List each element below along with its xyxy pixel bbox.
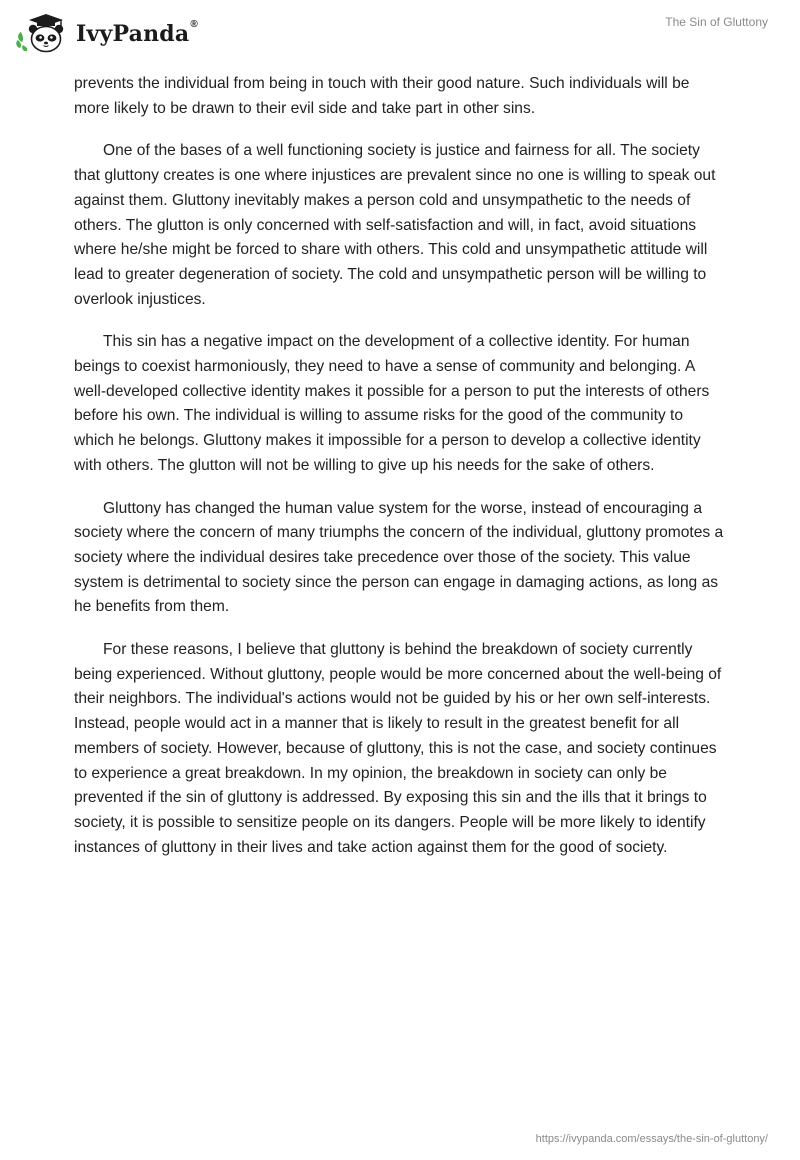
panda-graduate-icon xyxy=(16,12,68,54)
essay-paragraph: One of the bases of a well functioning society is justice and fairness for all. The society that gluttony creates is one where injustices are prevalent since no one is willing to speak out against them. Gluttony inevitably makes a person cold and unsympathetic to the needs of others. The glutton is only concerned with self-satisfaction and will, in fact, avoid situations where he/she might be forced to share with others. This cold and unsympathetic attitude will lead to greater degeneration of society. The cold and unsympathetic person will be willing to overlook injustices. xyxy=(74,142,716,308)
ivypanda-logo[interactable] xyxy=(16,12,198,54)
essay-paragraph: Gluttony has changed the human value system for the worse, instead of encouraging a society where the concern of many triumphs the concern of the individual, gluttony promotes a society where the individual desires take precedence over those of the society. This value system is detrimental to society since the person can engage in damaging actions, as long as he benefits from them. xyxy=(74,499,724,616)
brand-name: IvyPanda® xyxy=(76,19,198,47)
registered-mark: ® xyxy=(190,19,198,30)
source-url[interactable]: https://ivypanda.com/essays/the-sin-of-gluttony/ xyxy=(535,1133,768,1145)
document-title: The Sin of Gluttony xyxy=(665,15,768,29)
essay-paragraph: For these reasons, I believe that gluttony is behind the breakdown of society currently being experienced. Without gluttony, people would be more concerned about the well-being of their neighbors. The individual's actions would not be guided by his or her own self-interests. Instead, people would act in a manner that is likely to result in the greatest benefit for all members of society. However, because of gluttony, this is not the case, and society continues to experience a great breakdown. In my opinion, the breakdown in society can only be prevented if the sin of gluttony is addressed. By exposing this sin and the ills that it brings to society, it is possible to sensitize people on its dangers. People will be more likely to identify instances of gluttony in their lives and take action against them for the good of society. xyxy=(74,641,722,856)
essay-body xyxy=(74,72,726,878)
page-header xyxy=(0,0,800,70)
essay-paragraph: prevents the individual from being in touch with their good nature. Such individuals will be more likely to be drawn to their evil side and take part in other sins. xyxy=(74,75,690,117)
essay-paragraph: This sin has a negative impact on the development of a collective identity. For human beings to coexist harmoniously, they need to have a sense of community and belonging. A well-developed collective identity makes it possible for a person to put the interests of others before his own. The individual is willing to assume risks for the good of the community to which he belongs. Gluttony makes it impossible for a person to develop a collective identity with others. The glutton will not be willing to give up his needs for the sake of others. xyxy=(74,333,710,474)
